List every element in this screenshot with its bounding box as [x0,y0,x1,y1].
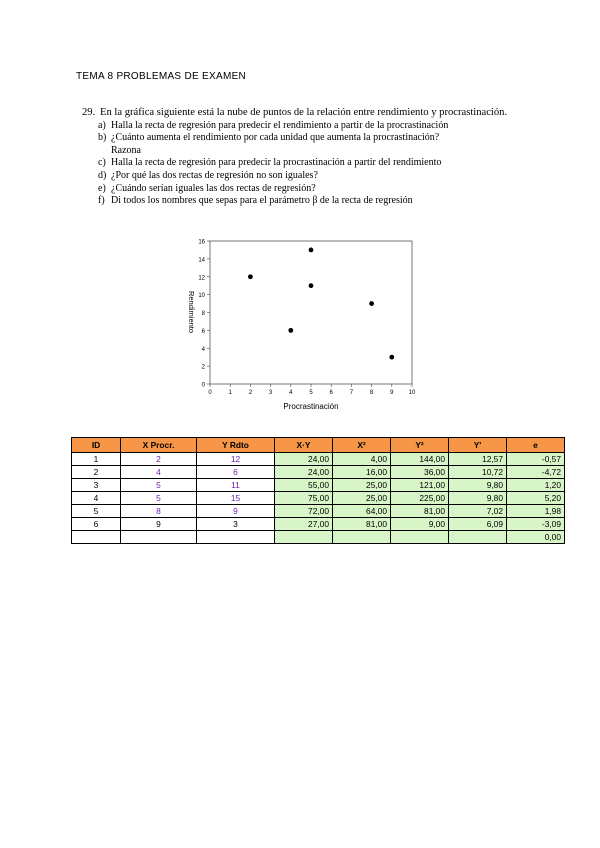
cell-empty [197,531,275,544]
x-tick-label: 6 [329,390,333,396]
cell-col-xy: 75,00 [275,492,333,505]
x-tick-label: 10 [408,390,416,396]
x-tick-label: 9 [390,390,394,396]
cell-col-xy: 55,00 [275,479,333,492]
cell-col-y-squared: 121,00 [391,479,449,492]
cell-col-id: 3 [72,479,121,492]
cell-col-e: 1,20 [507,479,565,492]
question-e: e) ¿Cuándo serían iguales las dos rectas de regresión? [98,182,316,194]
question-a: a) Halla la recta de regresión para predecir el rendimiento a partir de la procrastinación [98,119,449,131]
x-tick-label: 2 [248,390,253,396]
cell-empty [449,531,507,544]
question-c: c) Halla la recta de regresión para predecir la procrastinación a partir del rendimiento [98,157,442,169]
table-row [72,492,565,505]
question-f: f) Di todos los nombres que sepas para el parámetro β de la recta de regresión [98,195,413,207]
header-col-id: ID [72,438,121,453]
y-tick-label: 12 [198,275,205,282]
header-col-y-prime: Y' [449,438,507,453]
x-axis-label: Procrastinación [283,402,339,411]
y-tick-label: 14 [198,257,205,264]
y-tick-label: 10 [198,293,205,300]
question-d: d) ¿Por qué las dos rectas de regresión no son iguales? [98,169,318,181]
cell-total-e: 0,00 [507,531,565,544]
cell-col-x-squared: 16,00 [333,466,391,479]
table-row [72,453,565,466]
header-col-y-rdto: Y Rdto [197,438,275,453]
cell-col-x-squared: 64,00 [333,505,391,518]
x-tick-label: 5 [309,390,313,396]
regression-table [71,437,565,544]
cell-col-y-rdto: 3 [197,518,275,531]
cell-col-y-rdto: 12 [197,453,275,466]
cell-empty [333,531,391,544]
cell-col-x-procr: 9 [121,518,197,531]
header-col-xy: X·Y [275,438,333,453]
scatter-point [248,274,253,279]
cell-col-e: 5,20 [507,492,565,505]
page-heading: TEMA 8 PROBLEMAS DE EXAMEN [76,71,247,82]
cell-col-id: 5 [72,505,121,518]
cell-col-y-prime: 9,80 [449,479,507,492]
cell-col-xy: 24,00 [275,453,333,466]
cell-empty [391,531,449,544]
scatter-point [288,328,293,333]
scatter-point [389,355,394,360]
y-axis-label: Rendimiento [187,290,196,334]
cell-col-y-prime: 10,72 [449,466,507,479]
question-b: b) ¿Cuánto aumenta el rendimiento por cada unidad que aumenta la procrastinación? [98,132,440,144]
cell-col-y-squared: 144,00 [391,453,449,466]
cell-col-y-squared: 81,00 [391,505,449,518]
x-tick-label: 1 [228,390,232,396]
scatter-point [309,248,314,253]
scatter-chart [180,238,420,418]
cell-col-x-procr: 5 [121,492,197,505]
cell-col-xy: 27,00 [275,518,333,531]
cell-col-id: 2 [72,466,121,479]
cell-col-y-squared: 36,00 [391,466,449,479]
cell-col-y-prime: 6,09 [449,518,507,531]
cell-col-y-rdto: 6 [197,466,275,479]
header-col-y-squared: Y² [391,438,449,453]
table-row [72,466,565,479]
cell-col-e: -3,09 [507,518,565,531]
header-col-x-squared: X² [333,438,391,453]
cell-col-e: -0,57 [507,453,565,466]
x-tick-label: 7 [349,390,354,396]
cell-col-x-squared: 81,00 [333,518,391,531]
cell-empty [121,531,197,544]
cell-col-x-procr: 8 [121,505,197,518]
cell-col-x-squared: 25,00 [333,492,391,505]
y-tick-label: 2 [201,364,205,371]
x-tick-label: 8 [369,390,374,396]
table-header-row [72,438,565,453]
problem-number: 29. [82,107,96,118]
table-total-row [72,531,565,544]
y-tick-label: 0 [201,382,205,389]
scatter-point [369,301,374,306]
cell-col-y-rdto: 11 [197,479,275,492]
cell-col-y-prime: 9,80 [449,492,507,505]
header-col-x-procr: X Procr. [121,438,197,453]
x-tick-label: 0 [208,390,212,396]
cell-empty [275,531,333,544]
table-row [72,479,565,492]
x-tick-label: 4 [289,390,293,396]
y-tick-label: 8 [201,311,205,317]
cell-col-y-prime: 7,02 [449,505,507,518]
cell-col-y-rdto: 9 [197,505,275,518]
problem-stem-text: En la gráfica siguiente está la nube de puntos de la relación entre rendimiento y procrastinación. [100,107,508,118]
cell-col-xy: 72,00 [275,505,333,518]
cell-col-y-squared: 9,00 [391,518,449,531]
cell-col-e: 1,98 [507,505,565,518]
plot-frame [210,241,412,384]
cell-col-id: 6 [72,518,121,531]
header-col-e: e [507,438,565,453]
scatter-point [309,283,314,288]
cell-col-id: 4 [72,492,121,505]
x-tick-label: 3 [268,390,273,396]
cell-col-x-squared: 25,00 [333,479,391,492]
table-row [72,505,565,518]
table-row [72,518,565,531]
cell-col-y-prime: 12,57 [449,453,507,466]
problem-stem [82,107,522,120]
question-b-continued: Razona [111,144,141,156]
cell-col-x-procr: 2 [121,453,197,466]
cell-col-x-squared: 4,00 [333,453,391,466]
cell-col-id: 1 [72,453,121,466]
y-tick-label: 4 [201,346,205,353]
cell-col-xy: 24,00 [275,466,333,479]
y-tick-label: 16 [198,239,205,246]
cell-col-x-procr: 5 [121,479,197,492]
cell-col-e: -4,72 [507,466,565,479]
cell-col-x-procr: 4 [121,466,197,479]
cell-col-y-rdto: 15 [197,492,275,505]
cell-col-y-squared: 225,00 [391,492,449,505]
cell-empty [72,531,121,544]
y-tick-label: 6 [201,328,205,335]
problem-29 [82,107,522,208]
